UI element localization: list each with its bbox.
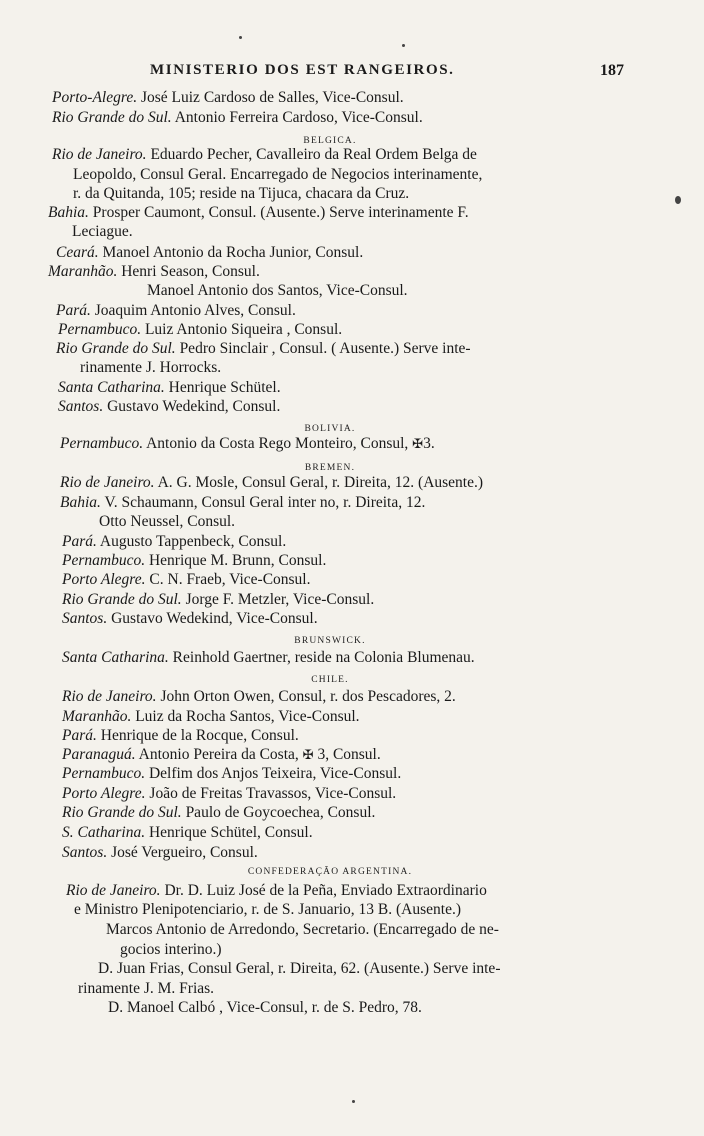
entry-line xyxy=(48,203,469,223)
place-name: Rio de Janeiro. xyxy=(66,882,161,899)
entry-text: Joaquim Antonio Alves, Consul. xyxy=(90,302,296,319)
entry-text: Paulo de Goycoechea, Consul. xyxy=(181,804,376,821)
entry-line xyxy=(62,609,318,629)
entry-line xyxy=(52,108,423,128)
section-heading: CONFEDERAÇÃO ARGENTINA. xyxy=(247,867,413,877)
ink-speck xyxy=(675,196,681,204)
entry-text-tail: 3, Consul. xyxy=(313,746,381,763)
entry-text: John Orton Owen, Consul, r. dos Pescadores, 2. xyxy=(156,688,456,705)
section-heading: BOLIVIA. xyxy=(304,424,356,434)
entry-text: Luiz Antonio Siqueira , Consul. xyxy=(141,321,343,338)
entry-text: José Vergueiro, Consul. xyxy=(107,844,258,861)
entry-line xyxy=(147,281,408,301)
entry-text: Manoel Antonio da Rocha Junior, Consul. xyxy=(98,244,364,261)
entry-text: João de Freitas Travassos, Vice-Consul. xyxy=(145,785,397,802)
entry-line xyxy=(62,707,360,727)
entry-text: Pedro Sinclair , Consul. ( Ausente.) Serve inte- xyxy=(175,340,471,357)
entry-line xyxy=(99,512,235,532)
place-name: Rio de Janeiro. xyxy=(62,688,157,705)
entry-text: Henrique Schütel. xyxy=(164,379,281,396)
entry-text: Henrique Schütel, Consul. xyxy=(145,824,313,841)
entry-text: Gustavo Wedekind, Consul. xyxy=(103,398,281,415)
entry-line xyxy=(52,145,477,165)
entry-text: Augusto Tappenbeck, Consul. xyxy=(96,533,287,550)
entry-line xyxy=(58,397,280,417)
entry-line xyxy=(72,222,133,242)
entry-text: e Ministro Plenipotenciario, r. de S. Januario, 13 B. (Ausente.) xyxy=(74,901,462,918)
ink-speck xyxy=(402,44,405,47)
entry-line xyxy=(62,745,381,765)
entry-line xyxy=(62,532,286,552)
section-heading: BELGICA. xyxy=(303,136,357,146)
entry-text: A. G. Mosle, Consul Geral, r. Direita, 12. (Ausente.) xyxy=(154,474,484,491)
ink-speck xyxy=(239,36,242,39)
place-name: Santos. xyxy=(62,610,108,627)
entry-line xyxy=(80,358,221,378)
entry-text: Eduardo Pecher, Cavalleiro da Real Ordem Belga de xyxy=(146,146,477,163)
place-name: Porto Alegre. xyxy=(62,785,146,802)
place-name: Ceará. xyxy=(56,244,99,261)
entry-line xyxy=(58,378,281,398)
entry-line xyxy=(120,940,222,960)
place-name: Rio Grande do Sul. xyxy=(52,109,172,126)
entry-text: gocios interino.) xyxy=(120,941,222,958)
place-name: Rio Grande do Sul. xyxy=(62,804,182,821)
entry-line xyxy=(56,339,471,359)
entry-line xyxy=(108,998,422,1018)
entry-text: Antonio da Costa Rego Monteiro, Consul, xyxy=(143,435,413,452)
place-name: Bahia. xyxy=(48,204,89,221)
place-name: Pernambuco. xyxy=(62,765,146,782)
place-name: Pernambuco. xyxy=(60,435,144,452)
entry-text: rinamente J. Horrocks. xyxy=(80,359,222,376)
place-name: Rio de Janeiro. xyxy=(60,474,155,491)
entry-line xyxy=(74,900,461,920)
page-header xyxy=(0,60,704,86)
entry-line xyxy=(98,959,500,979)
running-title: MINISTERIO DOS EST RANGEIROS. xyxy=(150,62,455,78)
entry-line xyxy=(62,687,456,707)
entry-line xyxy=(62,784,396,804)
entry-line xyxy=(62,803,375,823)
entry-text: Henri Season, Consul. xyxy=(117,263,260,280)
section-heading: BRUNSWICK. xyxy=(294,636,366,646)
place-name: Paranaguá. xyxy=(62,746,136,763)
place-name: Pará. xyxy=(62,533,97,550)
entry-text: V. Schaumann, Consul Geral inter no, r. Direita, 12. xyxy=(100,494,426,511)
entry-line xyxy=(56,301,296,321)
entry-line xyxy=(60,434,435,454)
entry-line xyxy=(58,320,342,340)
order-cross-icon: ✠ xyxy=(412,436,424,451)
place-name: Maranhão. xyxy=(62,708,132,725)
entry-line xyxy=(62,764,401,784)
place-name: Pernambuco. xyxy=(62,552,146,569)
place-name: S. Catharina. xyxy=(62,824,146,841)
order-cross-icon: ✠ xyxy=(302,747,314,762)
place-name: Maranhão. xyxy=(48,263,118,280)
entry-text: r. da Quitanda, 105; reside na Tijuca, chacara da Cruz. xyxy=(73,185,410,202)
entry-line xyxy=(52,88,404,108)
entry-line xyxy=(62,823,313,843)
entry-text: Antonio Ferreira Cardoso, Vice-Consul. xyxy=(171,109,423,126)
entry-line xyxy=(60,493,425,513)
entry-line xyxy=(66,881,487,901)
entry-line xyxy=(62,648,475,668)
entry-text: Prosper Caumont, Consul. (Ausente.) Serve interinamente F. xyxy=(88,204,469,221)
entry-line xyxy=(48,262,260,282)
entry-text: Antonio Pereira da Costa, xyxy=(135,746,303,763)
place-name: Rio Grande do Sul. xyxy=(56,340,176,357)
entry-text: Leopoldo, Consul Geral. Encarregado de Negocios interinamente, xyxy=(73,166,483,183)
section-heading: BREMEN. xyxy=(304,463,356,473)
entry-text: Jorge F. Metzler, Vice-Consul. xyxy=(181,591,375,608)
entry-text: Reinhold Gaertner, reside na Colonia Blumenau. xyxy=(168,649,475,666)
section-heading: CHILE. xyxy=(311,675,349,685)
entry-line xyxy=(56,243,363,263)
place-name: Pará. xyxy=(56,302,91,319)
entry-text: Gustavo Wedekind, Vice-Consul. xyxy=(107,610,318,627)
entry-line xyxy=(78,979,214,999)
place-name: Santos. xyxy=(58,398,104,415)
place-name: Porto Alegre. xyxy=(62,571,146,588)
entry-line xyxy=(73,184,409,204)
entry-text: Luiz da Rocha Santos, Vice-Consul. xyxy=(131,708,360,725)
entry-line xyxy=(73,165,482,185)
entry-text: D. Juan Frias, Consul Geral, r. Direita, 62. (Ausente.) Serve inte- xyxy=(98,960,501,977)
entry-text: Dr. D. Luiz José de la Peña, Enviado Extraordinario xyxy=(160,882,487,899)
place-name: Santa Catharina. xyxy=(58,379,165,396)
entry-line xyxy=(62,551,326,571)
entry-text: Marcos Antonio de Arredondo, Secretario. (Encarregado de ne- xyxy=(106,921,499,938)
ink-speck xyxy=(352,1100,355,1103)
entry-line xyxy=(60,473,483,493)
entry-text: Henrique de la Rocque, Consul. xyxy=(96,727,299,744)
entry-line xyxy=(62,726,299,746)
entry-text: rinamente J. M. Frias. xyxy=(78,980,215,997)
entry-text: D. Manoel Calbó , Vice-Consul, r. de S. Pedro, 78. xyxy=(108,999,422,1016)
place-name: Porto-Alegre. xyxy=(52,89,138,106)
place-name: Pará. xyxy=(62,727,97,744)
page-number: 187 xyxy=(600,62,624,79)
place-name: Santa Catharina. xyxy=(62,649,169,666)
entry-text-tail: 3. xyxy=(423,435,435,452)
place-name: Rio Grande do Sul. xyxy=(62,591,182,608)
entry-text: Leciague. xyxy=(72,223,133,240)
entry-text: Delfim dos Anjos Teixeira, Vice-Consul. xyxy=(145,765,402,782)
entry-line xyxy=(106,920,499,940)
place-name: Bahia. xyxy=(60,494,101,511)
place-name: Santos. xyxy=(62,844,108,861)
entry-text: José Luiz Cardoso de Salles, Vice-Consul. xyxy=(137,89,404,106)
entry-text: C. N. Fraeb, Vice-Consul. xyxy=(145,571,311,588)
entry-line xyxy=(62,590,374,610)
place-name: Pernambuco. xyxy=(58,321,142,338)
entry-text: Manoel Antonio dos Santos, Vice-Consul. xyxy=(147,282,408,299)
entry-line xyxy=(62,843,258,863)
entry-line xyxy=(62,570,311,590)
entry-text: Otto Neussel, Consul. xyxy=(99,513,236,530)
place-name: Rio de Janeiro. xyxy=(52,146,147,163)
entry-text: Henrique M. Brunn, Consul. xyxy=(145,552,327,569)
